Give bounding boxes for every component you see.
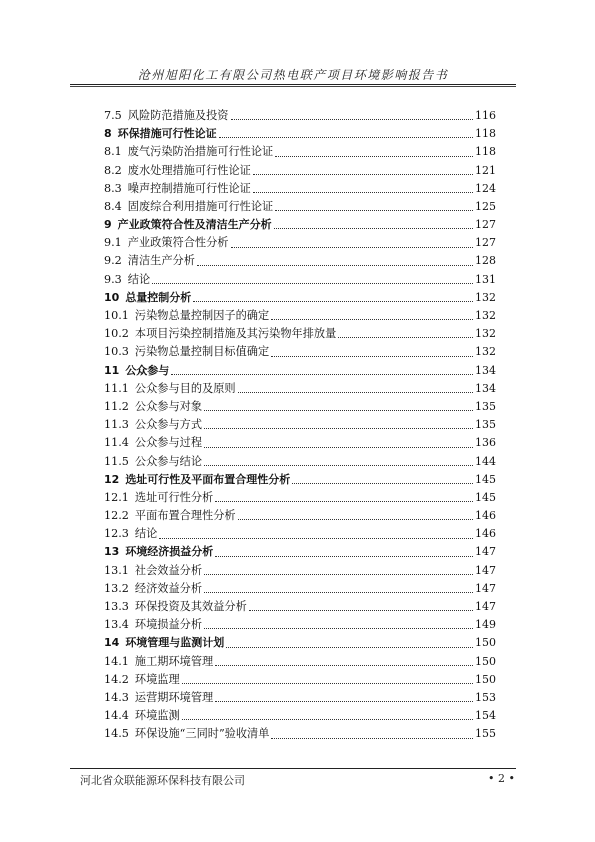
toc-entry-title: 环境损益分析 — [134, 618, 203, 632]
toc-entry-number: 14.4 — [104, 709, 129, 723]
toc-section-entry[interactable] — [104, 307, 496, 325]
toc-dot-leader — [275, 210, 473, 211]
toc-entry-number: 10.1 — [104, 309, 129, 323]
toc-dot-leader — [215, 556, 473, 557]
toc-dot-leader — [215, 501, 473, 502]
toc-dot-leader — [182, 683, 473, 684]
toc-entry-page: 118 — [475, 127, 496, 141]
toc-entry-title: 公众参与目的及原则 — [134, 381, 236, 395]
toc-entry-number: 13.1 — [104, 563, 129, 577]
toc-entry-page: 132 — [475, 327, 496, 341]
toc-dot-leader — [204, 410, 473, 411]
toc-entry-number: 12 — [104, 472, 120, 486]
toc-entry-page: 146 — [475, 509, 496, 523]
toc-dot-leader — [253, 192, 473, 193]
toc-entry-number: 11.4 — [104, 436, 129, 450]
toc-dot-leader — [152, 283, 473, 284]
toc-entry-number: 10.2 — [104, 327, 129, 341]
toc-entry-title: 清洁生产分析 — [127, 254, 195, 268]
toc-entry-number: 11.2 — [104, 399, 129, 413]
toc-entry-page: 147 — [475, 600, 496, 614]
toc-entry-title: 产业政策符合性及清洁生产分析 — [117, 218, 272, 232]
toc-entry-page: 145 — [475, 472, 496, 486]
toc-entry-title: 环境经济损益分析 — [125, 545, 214, 559]
toc-dot-leader — [182, 719, 473, 720]
toc-section-entry[interactable] — [104, 562, 496, 580]
toc-entry-page: 134 — [475, 363, 496, 377]
toc-section-entry[interactable] — [104, 143, 496, 161]
footer-company: 河北省众联能源环保科技有限公司 — [80, 774, 245, 787]
toc-entry-page: 154 — [475, 709, 496, 723]
toc-dot-leader — [193, 301, 473, 302]
toc-chapter-entry[interactable] — [104, 362, 496, 380]
toc-entry-number: 14.1 — [104, 654, 129, 668]
toc-entry-number: 12.1 — [104, 490, 129, 504]
toc-section-entry[interactable] — [104, 598, 496, 616]
toc-dot-leader — [271, 738, 473, 739]
toc-entry-number: 8 — [104, 127, 112, 141]
toc-entry-title: 污染物总量控制目标值确定 — [134, 345, 270, 359]
toc-section-entry[interactable] — [104, 162, 496, 180]
toc-dot-leader — [204, 628, 473, 629]
toc-entry-page: 128 — [475, 254, 496, 268]
toc-dot-leader — [231, 247, 474, 248]
toc-dot-leader — [271, 356, 473, 357]
header-rule — [70, 84, 516, 85]
toc-entry-page: 134 — [475, 381, 496, 395]
toc-entry-title: 选址可行性及平面布置合理性分析 — [125, 472, 291, 486]
toc-entry-title: 产业政策符合性分析 — [127, 236, 229, 250]
toc-entry-number: 11.1 — [104, 381, 129, 395]
toc-entry-number: 11 — [104, 363, 120, 377]
toc-entry-number: 8.4 — [104, 199, 122, 213]
toc-entry-number: 12.2 — [104, 509, 129, 523]
toc-entry-page: 125 — [475, 199, 496, 213]
toc-entry-number: 14.5 — [104, 727, 129, 741]
toc-dot-leader — [204, 465, 473, 466]
toc-entry-number: 13 — [104, 545, 120, 559]
toc-section-entry[interactable] — [104, 234, 496, 252]
toc-dot-leader — [197, 265, 473, 266]
toc-section-entry[interactable] — [104, 525, 496, 543]
toc-entry-title: 废气污染防治措施可行性论证 — [127, 145, 274, 159]
toc-dot-leader — [231, 119, 474, 120]
toc-section-entry[interactable] — [104, 707, 496, 725]
header-rule-thin — [70, 86, 516, 87]
toc-entry-page: 121 — [475, 163, 496, 177]
toc-entry-page: 124 — [475, 181, 496, 195]
toc-entry-page: 135 — [475, 418, 496, 432]
toc-entry-title: 固废综合利用措施可行性论证 — [127, 199, 274, 213]
toc-entry-page: 149 — [475, 618, 496, 632]
toc-chapter-entry[interactable] — [104, 289, 496, 307]
toc-section-entry[interactable] — [104, 343, 496, 361]
toc-entry-number: 9 — [104, 218, 112, 232]
toc-entry-page: 136 — [475, 436, 496, 450]
toc-entry-title: 公众参与过程 — [134, 436, 203, 450]
toc-entry-number: 7.5 — [104, 108, 122, 122]
toc-dot-leader — [159, 538, 473, 539]
toc-dot-leader — [338, 337, 473, 338]
toc-section-entry[interactable] — [104, 725, 496, 743]
toc-entry-number: 10 — [104, 290, 120, 304]
toc-dot-leader — [271, 319, 473, 320]
toc-entry-page: 132 — [475, 345, 496, 359]
toc-entry-number: 11.3 — [104, 418, 129, 432]
toc-dot-leader — [171, 374, 473, 375]
toc-entry-page: 132 — [475, 309, 496, 323]
toc-dot-leader — [274, 228, 473, 229]
toc-entry-title: 经济效益分析 — [134, 581, 203, 595]
toc-entry-page: 146 — [475, 527, 496, 541]
toc-chapter-entry[interactable] — [104, 471, 496, 489]
toc-dot-leader — [204, 428, 473, 429]
toc-entry-page: 118 — [475, 145, 496, 159]
toc-entry-title: 结论 — [134, 527, 158, 541]
toc-entry-page: 150 — [475, 636, 496, 650]
toc-entry-title: 公众参与结论 — [134, 454, 203, 468]
toc-entry-page: 135 — [475, 399, 496, 413]
toc-dot-leader — [215, 701, 473, 702]
toc-entry-page: 132 — [475, 290, 496, 304]
toc-dot-leader — [219, 137, 473, 138]
toc-entry-page: 147 — [475, 581, 496, 595]
toc-section-entry[interactable] — [104, 107, 496, 125]
toc-section-entry[interactable] — [104, 453, 496, 471]
toc-entry-title: 环保投资及其效益分析 — [134, 600, 247, 614]
running-header: 沧州旭阳化工有限公司热电联产项目环境影响报告书 — [137, 68, 449, 82]
toc-entry-page: 153 — [475, 690, 496, 704]
toc-entry-number: 8.3 — [104, 181, 122, 195]
toc-entry-page: 131 — [475, 272, 496, 286]
toc-section-entry[interactable] — [104, 398, 496, 416]
toc-entry-number: 9.3 — [104, 272, 122, 286]
toc-entry-title: 总量控制分析 — [125, 290, 192, 304]
toc-dot-leader — [238, 519, 473, 520]
toc-entry-title: 平面布置合理性分析 — [134, 509, 236, 523]
toc-entry-title: 运营期环境管理 — [134, 690, 214, 704]
toc-entry-number: 14.3 — [104, 690, 129, 704]
toc-entry-title: 噪声控制措施可行性论证 — [127, 181, 251, 195]
toc-chapter-entry[interactable] — [104, 544, 496, 562]
toc-entry-page: 150 — [475, 672, 496, 686]
toc-entry-title: 环境管理与监测计划 — [125, 636, 225, 650]
toc-section-entry[interactable] — [104, 180, 496, 198]
toc-entry-number: 9.2 — [104, 254, 122, 268]
toc-entry-title: 本项目污染控制措施及其污染物年排放量 — [134, 327, 337, 341]
toc-dot-leader — [204, 592, 473, 593]
toc-entry-title: 选址可行性分析 — [134, 490, 214, 504]
toc-entry-title: 公众参与 — [125, 363, 170, 377]
toc-entry-page: 144 — [475, 454, 496, 468]
toc-entry-title: 废水处理措施可行性论证 — [127, 163, 251, 177]
toc-entry-title: 社会效益分析 — [134, 563, 203, 577]
toc-entry-number: 8.2 — [104, 163, 122, 177]
toc-entry-title: 风险防范措施及投资 — [127, 108, 229, 122]
toc-entry-number: 14 — [104, 636, 120, 650]
toc-section-entry[interactable] — [104, 380, 496, 398]
toc-entry-title: 公众参与对象 — [134, 399, 203, 413]
toc-dot-leader — [215, 665, 473, 666]
toc-section-entry[interactable] — [104, 616, 496, 634]
toc-section-entry[interactable] — [104, 434, 496, 452]
toc-entry-page: 150 — [475, 654, 496, 668]
toc-entry-title: 公众参与方式 — [134, 418, 203, 432]
toc-dot-leader — [275, 156, 473, 157]
toc-entry-number: 12.3 — [104, 527, 129, 541]
toc-section-entry[interactable] — [104, 489, 496, 507]
toc-dot-leader — [226, 647, 473, 648]
toc-section-entry[interactable] — [104, 507, 496, 525]
toc-entry-page: 127 — [475, 236, 496, 250]
footer-rule — [70, 768, 516, 769]
toc-entry-title: 结论 — [127, 272, 151, 286]
footer-page-number: • 2 • — [488, 772, 515, 785]
toc-entry-number: 11.5 — [104, 454, 129, 468]
toc-dot-leader — [292, 483, 473, 484]
toc-entry-page: 147 — [475, 563, 496, 577]
toc-entry-number: 13.4 — [104, 618, 129, 632]
toc-section-entry[interactable] — [104, 253, 496, 271]
toc-entry-number: 8.1 — [104, 145, 122, 159]
toc-entry-number: 10.3 — [104, 345, 129, 359]
toc-section-entry[interactable] — [104, 271, 496, 289]
toc-chapter-entry[interactable] — [104, 216, 496, 234]
toc-entry-title: 环保设施“三同时”验收清单 — [134, 727, 270, 741]
toc-section-entry[interactable] — [104, 580, 496, 598]
toc-entry-title: 施工期环境管理 — [134, 654, 214, 668]
toc-dot-leader — [204, 447, 473, 448]
toc-entry-page: 155 — [475, 727, 496, 741]
toc-section-entry[interactable] — [104, 325, 496, 343]
toc-entry-number: 9.1 — [104, 236, 122, 250]
toc-entry-number: 13.3 — [104, 600, 129, 614]
toc-section-entry[interactable] — [104, 198, 496, 216]
toc-entry-title: 环保措施可行性论证 — [117, 127, 217, 141]
toc-section-entry[interactable] — [104, 689, 496, 707]
toc-dot-leader — [204, 574, 473, 575]
toc-entry-page: 145 — [475, 490, 496, 504]
toc-entry-title: 污染物总量控制因子的确定 — [134, 309, 270, 323]
toc-section-entry[interactable] — [104, 671, 496, 689]
toc-entry-title: 环境监测 — [134, 709, 180, 723]
toc-entry-title: 环境监理 — [134, 672, 180, 686]
table-of-contents — [104, 107, 496, 744]
toc-section-entry[interactable] — [104, 416, 496, 434]
toc-entry-number: 13.2 — [104, 581, 129, 595]
toc-section-entry[interactable] — [104, 653, 496, 671]
toc-entry-page: 116 — [475, 108, 496, 122]
toc-chapter-entry[interactable] — [104, 125, 496, 143]
toc-dot-leader — [238, 392, 473, 393]
toc-entry-number: 14.2 — [104, 672, 129, 686]
toc-chapter-entry[interactable] — [104, 634, 496, 652]
toc-dot-leader — [249, 610, 473, 611]
toc-entry-page: 127 — [475, 218, 496, 232]
toc-dot-leader — [253, 174, 473, 175]
toc-entry-page: 147 — [475, 545, 496, 559]
